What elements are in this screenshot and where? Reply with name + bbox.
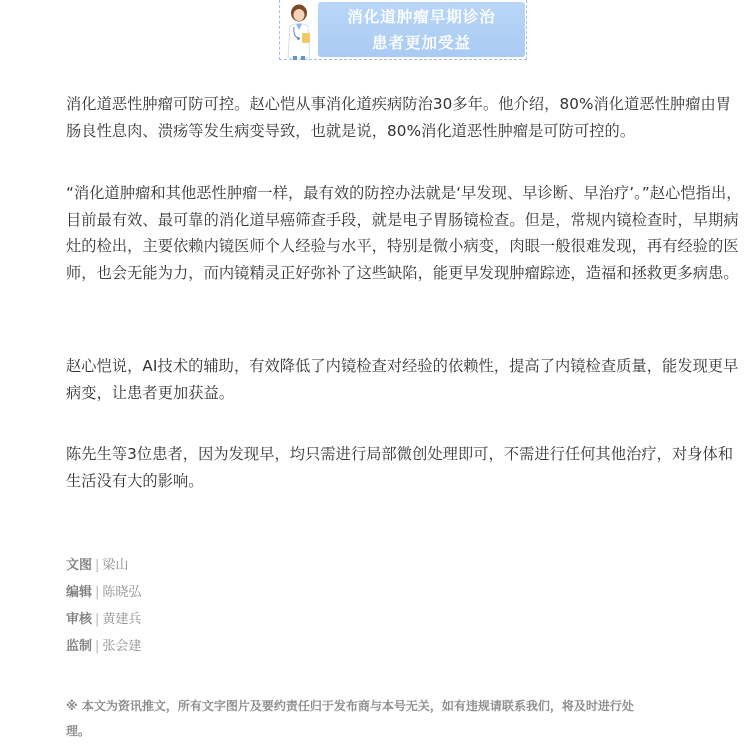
credit-separator: | (95, 558, 100, 573)
credit-editor (66, 584, 141, 602)
disclaimer-text: ※ 本文为资讯推文，所有文字图片及要约责任归于发布商与本号无关，如有违规请联系我们，将及时进行处理。 (66, 699, 634, 738)
banner-title-line1: 消化道肿瘤早期诊治 (347, 8, 496, 26)
paragraph-patients: 陈先生等3位患者，因为发现早，均只需进行局部微创处理即可，不需进行任何其他治疗，对身体和生活没有大的影响。 (66, 445, 734, 490)
credit-separator: | (95, 612, 100, 627)
paragraph-quote: “消化道肿瘤和其他恶性肿瘤一样，最有效的防控办法就是‘早发现、早诊断、早治疗’。”赵心恺指出，目前最有效、最可靠的消化道早癌筛查手段，就是电子胃肠镜检查。但是，常规内镜检查时，早期病灶的检出，主要依赖内镜医师个人经验与水平，特别是微小病变，肉眼一般很难发现，再有经验的医师，也会无能为力，而内镜精灵正好弥补了这些缺陷，能更早发现肿瘤踪迹，造福和拯救更多病患。 (66, 184, 742, 282)
credit-name: 陈晓弘 (102, 585, 142, 600)
credit-label: 编辑 (66, 585, 93, 600)
doctor-icon (282, 0, 318, 60)
credit-label: 审核 (66, 612, 93, 627)
credit-name: 梁山 (102, 558, 129, 573)
credit-name: 张会建 (102, 639, 142, 654)
title-banner (279, 0, 527, 60)
paragraph-ai: 赵心恺说，AI技术的辅助，有效降低了内镜检查对经验的依赖性，提高了内镜检查质量，能发现更早病变，让患者更加获益。 (66, 357, 739, 402)
credit-separator: | (95, 639, 100, 654)
credit-separator: | (95, 585, 100, 600)
banner-background (318, 2, 525, 57)
credit-photo-text (66, 557, 128, 575)
credit-label: 文图 (66, 558, 93, 573)
credit-reviewer (66, 611, 141, 629)
banner-title-line2: 患者更加受益 (371, 34, 471, 52)
credit-name: 黄建兵 (102, 612, 142, 627)
credit-producer (66, 638, 141, 656)
paragraph-intro: 消化道恶性肿瘤可防可控。赵心恺从事消化道疾病防治30多年。他介绍，80%消化道恶性肿瘤由胃肠良性息肉、溃疡等发生病变导致，也就是说，80%消化道恶性肿瘤是可防可控的。 (66, 95, 732, 140)
credit-label: 监制 (66, 639, 93, 654)
